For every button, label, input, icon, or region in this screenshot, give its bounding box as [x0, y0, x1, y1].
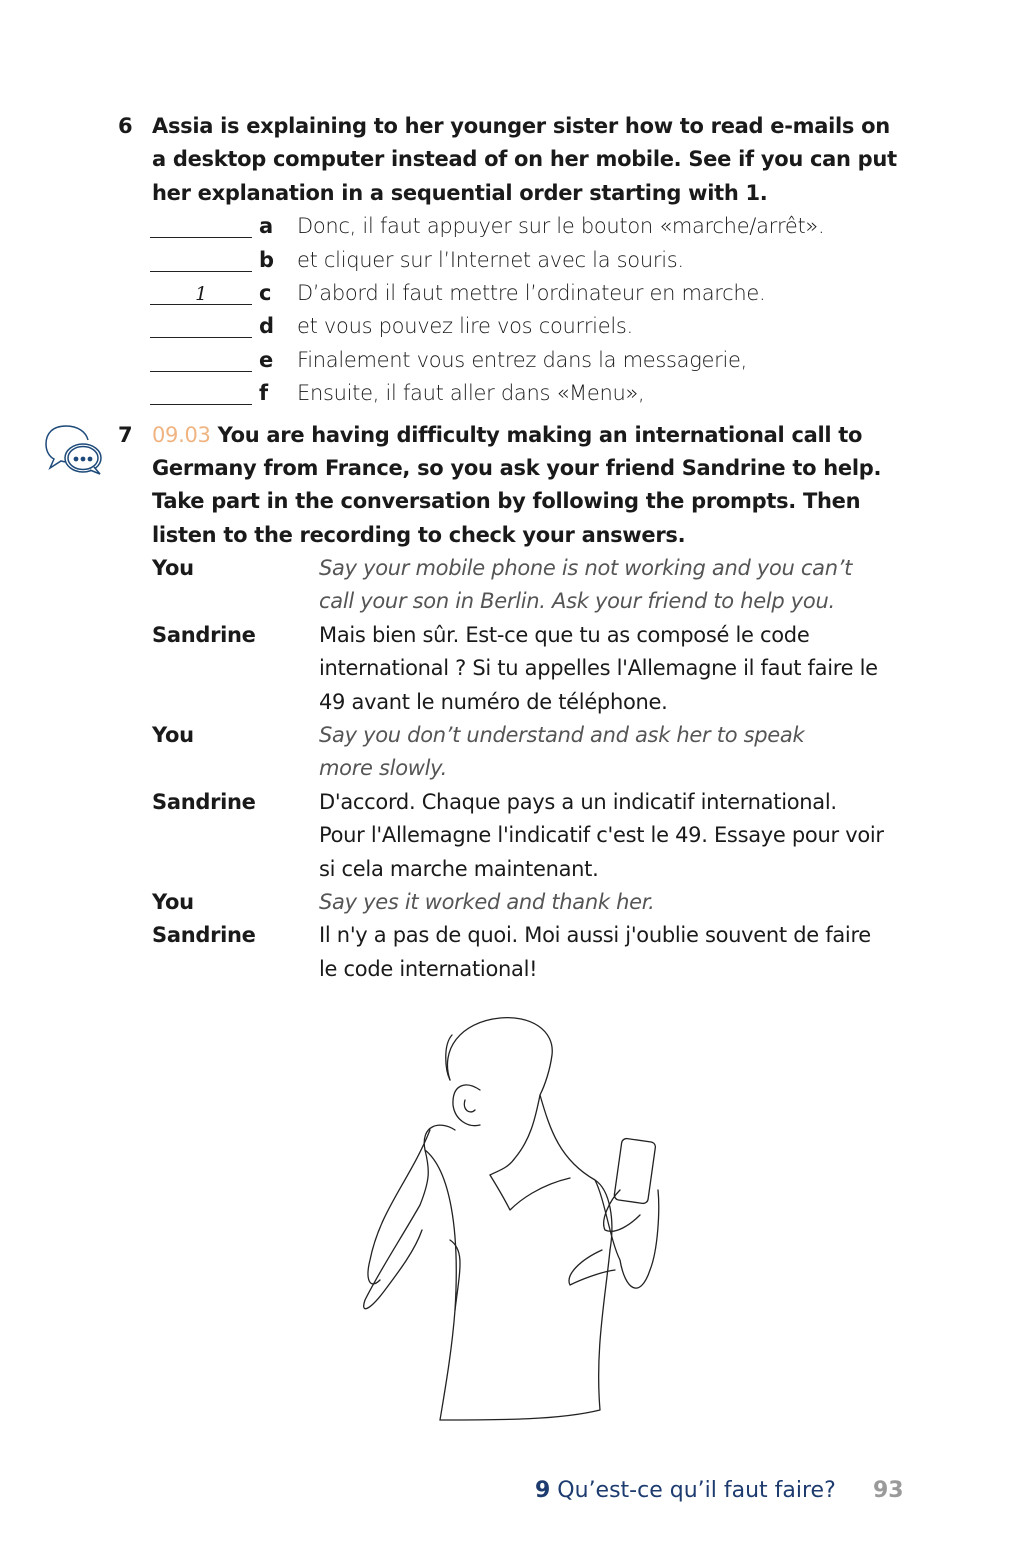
item-text: D’abord il faut mettre l’ordinateur en marche.	[297, 280, 766, 305]
item-letter: e	[259, 347, 273, 372]
speaker-name: Sandrine	[152, 923, 256, 948]
answer-blank[interactable]	[150, 251, 252, 272]
instruction-line: Take part in the conversation by following the prompts. Then	[152, 489, 861, 514]
speech-text: Pour l'Allemagne l'indicatif c'est le 49. Essaye pour voir	[319, 823, 884, 848]
dialogue-line	[0, 652, 1017, 685]
dialogue-line	[0, 819, 1017, 852]
exercise-7	[0, 419, 1017, 987]
answer-blank[interactable]	[150, 217, 252, 238]
item-letter: f	[259, 381, 268, 406]
speaker-name: You	[152, 889, 194, 914]
speech-text: D'accord. Chaque pays a un indicatif international.	[319, 789, 837, 814]
instruction-line: her explanation in a sequential order starting with 1.	[152, 180, 768, 205]
chapter-number: 9	[535, 1478, 551, 1503]
item-text: et vous pouvez lire vos courriels.	[297, 314, 633, 339]
dialogue-line	[0, 752, 1017, 785]
speaker-name: You	[152, 556, 194, 581]
dialogue-line	[0, 786, 1017, 819]
list-item	[0, 377, 1017, 410]
page-number: 93	[873, 1478, 904, 1503]
dialogue-line	[0, 953, 1017, 986]
prompt-text: Say yes it worked and thank her.	[319, 889, 655, 914]
speaker-name: Sandrine	[152, 622, 256, 647]
dialogue-line	[0, 919, 1017, 952]
audio-track-number[interactable]: 09.03	[152, 422, 211, 447]
prompt-text: more slowly.	[319, 756, 448, 781]
dialogue-line	[0, 719, 1017, 752]
answer-blank[interactable]	[150, 317, 252, 338]
item-letter: b	[259, 247, 274, 272]
speech-text: international ? Si tu appelles l'Allemagne il faut faire le	[319, 656, 878, 681]
list-item	[0, 310, 1017, 343]
speaker-name: Sandrine	[152, 789, 256, 814]
dialogue-line	[0, 619, 1017, 652]
list-item	[0, 244, 1017, 277]
item-text: Donc, il faut appuyer sur le bouton «marche/arrêt».	[297, 214, 825, 239]
prompt-text: Say your mobile phone is not working and you can’t	[319, 556, 853, 581]
item-letter: d	[259, 314, 274, 339]
prompt-text: Say you don’t understand and ask her to speak	[319, 723, 805, 748]
list-item	[0, 277, 1017, 310]
chapter-footer	[535, 1478, 836, 1503]
dialogue-line	[0, 886, 1017, 919]
dialogue-line	[0, 853, 1017, 886]
answer-blank[interactable]	[150, 351, 252, 372]
speech-text: le code international!	[319, 956, 538, 981]
speaker-name: You	[152, 723, 194, 748]
dialogue-line	[0, 585, 1017, 618]
instruction-line: listen to the recording to check your answers.	[152, 522, 686, 547]
instruction-line: You are having difficulty making an international call to	[210, 422, 863, 447]
speech-text: 49 avant le numéro de téléphone.	[319, 689, 668, 714]
item-text: Ensuite, il faut aller dans «Menu»,	[297, 381, 645, 406]
speech-text: Il n'y a pas de quoi. Moi aussi j'oublie souvent de faire	[319, 923, 871, 948]
answer-blank[interactable]	[150, 384, 252, 405]
dialogue-line	[0, 552, 1017, 585]
dialogue	[0, 552, 1017, 986]
instruction-line: a desktop computer instead of on her mobile. See if you can put	[152, 147, 897, 172]
instruction-line: Assia is explaining to her younger sister how to read e-mails on	[152, 114, 890, 138]
instruction-line: Germany from France, so you ask your friend Sandrine to help.	[152, 455, 882, 480]
item-letter: c	[259, 280, 272, 305]
exercise-number: 6	[118, 114, 133, 138]
list-item	[0, 344, 1017, 377]
dialogue-line	[0, 686, 1017, 719]
item-text: et cliquer sur l’Internet avec la souris.	[297, 247, 684, 272]
prompt-text: call your son in Berlin. Ask your friend to help you.	[319, 589, 835, 614]
item-text: Finalement vous entrez dans la messagerie,	[297, 347, 747, 372]
speech-text: si cela marche maintenant.	[319, 856, 599, 881]
chapter-title: Qu’est-ce qu’il faut faire?	[550, 1478, 836, 1503]
exercise-number: 7	[118, 422, 133, 447]
exercise-6	[0, 110, 1017, 411]
list-item	[0, 210, 1017, 243]
speech-text: Mais bien sûr. Est-ce que tu as composé le code	[319, 622, 810, 647]
answer-blank[interactable]: 1	[150, 284, 252, 305]
person-on-phone-illustration	[340, 1010, 680, 1434]
item-letter: a	[259, 214, 273, 239]
